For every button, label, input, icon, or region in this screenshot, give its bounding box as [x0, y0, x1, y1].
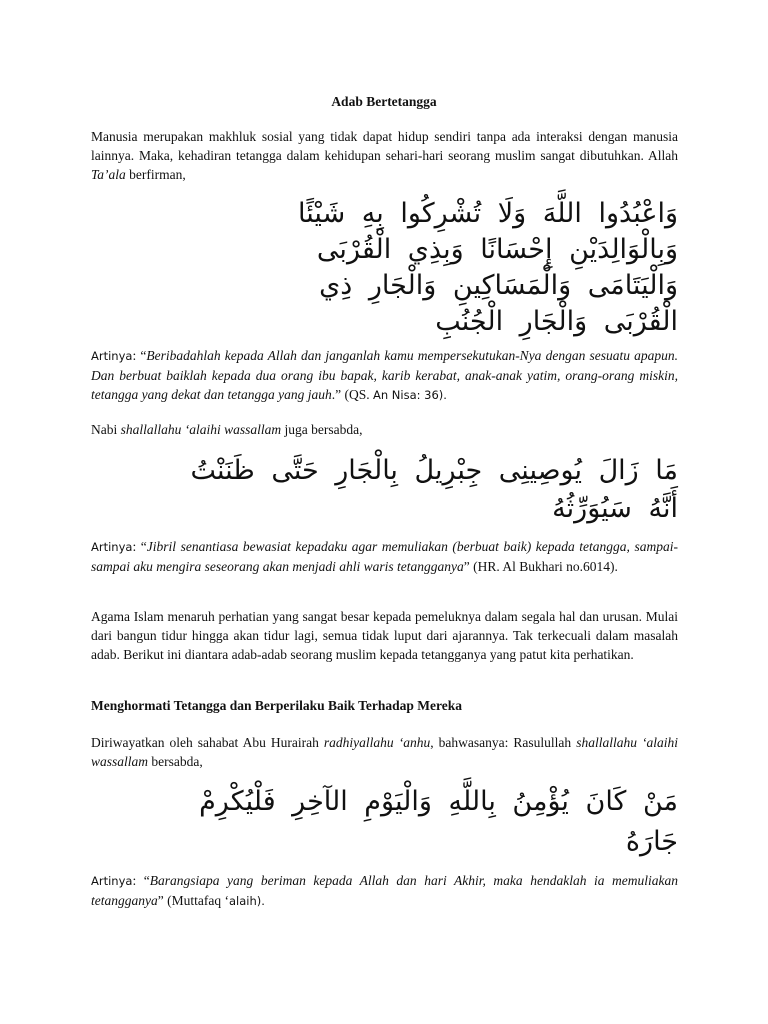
riwayat-italic-1: radhiyallahu ‘anhu: [323, 735, 431, 750]
arabic-hadith-1-line: أَنَّهُ سَيُوَرِّثُهُ: [552, 493, 678, 524]
nabi-paragraph: [91, 420, 678, 439]
translation-3: [91, 871, 678, 911]
translation-3-colon: : “: [132, 873, 150, 888]
translation-3-ref: alaih).: [228, 894, 265, 908]
intro-text: Manusia merupakan makhluk sosial yang tidak dapat hidup sendiri tanpa ada interaksi dengan manusia lainnya. Maka, kehadiran tetangga dalam kehidupan sehari-hari seorang muslim sangat dibutuhkan. Allah: [91, 129, 678, 163]
arabic-verse-1: [91, 196, 678, 340]
translation-3-close: ” (Muttafaq ‘: [157, 893, 229, 908]
translation-2-text: Jibril senantiasa bewasiat kepadaku agar memuliakan (berbuat baik) kepada tetangga, sampai-sampai aku mengira seseorang akan menjadi ahli waris tetangganya: [91, 539, 678, 574]
arabic-hadith-1: [91, 452, 678, 528]
translation-3-label: Artinya: [91, 874, 133, 888]
translation-2: [91, 537, 678, 576]
translation-3-text: Barangsiapa yang beriman kepada Allah dan hari Akhir, maka hendaklah ia memuliakan tetangganya: [91, 873, 679, 908]
riwayat-before: Diriwayatkan oleh sahabat Abu Hurairah: [91, 735, 324, 750]
nabi-before: Nabi: [91, 422, 121, 437]
translation-2-label: Artinya: [91, 540, 133, 554]
intro-after: berfirman,: [125, 167, 186, 182]
riwayat-paragraph: [91, 733, 678, 771]
translation-2-close: ” (HR. Al Bukhari no.6014).: [463, 559, 618, 574]
translation-1-colon: : “: [132, 348, 147, 363]
arabic-hadith-2-line: جَارَهُ: [625, 826, 678, 857]
riwayat-after: bersabda,: [148, 754, 203, 769]
arabic-hadith-1-line: مَا زَالَ يُوصِينِى جِبْرِيلُ بِالْجَارِ حَتَّى ظَنَنْتُ: [190, 455, 678, 486]
arabic-verse-1-line: الْقُرْبَى وَالْجَارِ الْجُنُبِ: [435, 306, 678, 337]
arabic-verse-1-line: وَبِالْوَالِدَيْنِ إِحْسَانًا وَبِذِي الْقُرْبَى: [316, 234, 678, 265]
islam-paragraph: Agama Islam menaruh perhatian yang sangat besar kepada pemeluknya dalam segala hal dan urusan. Mulai dari bangun tidur hingga akan tidur lagi, semua tidak luput dari ajarannya. Tak terkecuali dalam masalah adab. Berikut ini diantara adab-adab seorang muslim kepada tetangganya yang patut kita perhatikan.: [91, 609, 678, 662]
intro-paragraph: [91, 127, 678, 184]
arabic-verse-1-line: وَالْيَتَامَى وَالْمَسَاكِينِ وَالْجَارِ ذِي: [319, 270, 678, 301]
riwayat-middle: , bahwasanya: Rasulullah: [430, 735, 577, 750]
arabic-hadith-2-line: مَنْ كَانَ يُؤْمِنُ بِاللَّهِ وَالْيَوْمِ الآخِرِ فَلْيُكْرِمْ: [199, 786, 678, 817]
translation-2-colon: : “: [132, 539, 147, 554]
nabi-after: juga bersabda,: [281, 422, 363, 437]
translation-1: [91, 346, 678, 405]
nabi-italic: shallallahu ‘alaihi wassallam: [120, 422, 282, 437]
translation-1-text: Beribadahlah kepada Allah dan janganlah kamu mempersekutukan-Nya dengan sesuatu apapun. Dan berbuat baiklah kepada dua orang ibu bapak, karib kerabat, anak-anak yatim, orang-orang miskin, tetangga yang dekat dan tetangga yang jauh: [91, 348, 678, 402]
translation-1-close: .” (QS.: [331, 387, 373, 402]
document-title: Adab Bertetangga: [331, 94, 437, 109]
arabic-hadith-2: [91, 782, 678, 862]
translation-1-ref: An Nisa: 36).: [372, 388, 447, 402]
translation-1-label: Artinya: [91, 349, 133, 363]
arabic-verse-1-line: وَاعْبُدُوا اللَّهَ وَلَا تُشْرِكُوا بِهِ شَيْئًا: [298, 198, 678, 229]
intro-italic: Ta’ala: [91, 167, 126, 182]
riwayat-italic-2: shallallahu ‘alaihi wassallam: [91, 735, 678, 769]
section-heading: Menghormati Tetangga dan Berperilaku Baik Terhadap Mereka: [91, 698, 463, 713]
